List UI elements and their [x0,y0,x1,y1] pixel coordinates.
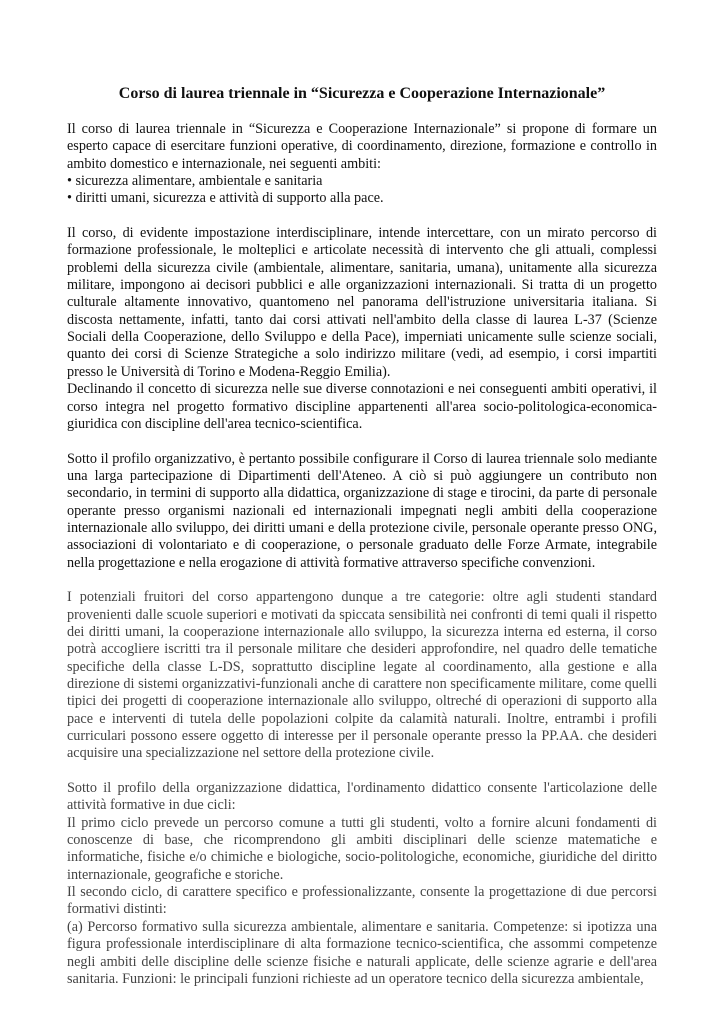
interdisciplinary-paragraph: Il corso, di evidente impostazione interdisciplinare, intende intercettare, con un mirato percorso di formazione professionale, le molteplici e articolate necessità di intervento che gli attuali, complessi problemi della sicurezza civile (ambientale, alimentare, sanitaria, umana), unitamente alla sicurezza militare, impongono ai decisori pubblici e alle organizzazioni internazionali. Si tratta di un progetto culturale altamente innovativo, quantomeno nel panorama dell'istruzione universitaria italiana. Si discosta nettamente, infatti, tanto dai corsi attivati nell'ambito della classe di laurea L-37 (Scienze Sociali della Cooperazione, dello Sviluppo e della Pace), imperniati unicamente sulle scienze sociali, quanto dei corsi di Scienze Strategiche a solo indirizzo militare (vedi, ad esempio, i corsi impartiti presso le Università di Torino e Modena-Reggio Emilia). [67,225,657,380]
paragraph-gap [67,208,657,225]
environmental-track-paragraph: (a) Percorso formativo sulla sicurezza ambientale, alimentare e sanitaria. Competenze: si ipotizza una figura professionale interdisciplinare di alta formazione tecnico-scientifica, che assommi competenze negli ambiti delle discipline delle scienze fisiche e naturali applicate, delle scienze agrarie e dell'area sanitaria. Funzioni: le principali funzioni richieste ad un operatore tecnico della sicurezza ambientale, [67,918,657,987]
bullet-item-food-safety: • sicurezza alimentare, ambientale e sanitaria [67,173,323,190]
first-cycle-paragraph: Il primo ciclo prevede un percorso comune a tutti gli studenti, volto a fornire alcuni fondamenti di conoscenze di base, che ricomprendono gli ambiti disciplinari delle scienze matematiche e informatiche, fisiche e/o chimiche e biologiche, socio-politologiche, economiche, giuridiche del diritto internazionale, geografiche e storiche. [67,814,657,883]
intro-paragraph: Il corso di laurea triennale in “Sicurezza e Cooperazione Internazionale” si propone di formare un esperto capace di esercitare funzioni operative, di coordinamento, direzione, formazione e controllo in ambito domestico e internazionale, nei seguenti ambiti: [67,121,657,172]
document-title: Corso di laurea triennale in “Sicurezza e Cooperazione Internazionale” [118,85,606,102]
security-concept-paragraph: Declinando il concetto di sicurezza nelle sue diverse connotazioni e nei conseguenti ambiti operativi, il corso integra nel progetto formativo discipline appartenenti all'area socio-politologica-economica-giuridica con discipline dell'area tecnico-scientifica. [67,381,657,432]
bullet-item-human-rights: • diritti umani, sicurezza e attività di supporto alla pace. [67,190,384,207]
target-users-paragraph: I potenziali fruitori del corso appartengono dunque a tre categorie: oltre agli studenti standard provenienti dalle scuole superiori e motivati da spiccata sensibilità nei confronti di temi quali il rispetto dei diritti umani, la cooperazione internazionale allo sviluppo, la sicurezza interna ed esterna, il corso potrà accogliere iscritti tra il personale militare che desideri approfondire, nel quadro delle tematiche specifiche della classe L-DS, soprattutto discipline legate al coordinamento, alla gestione e alla direzione di sistemi organizzativi-funzionali anche di carattere non specificamente militare, come quelli tipici dei progetti di cooperazione internazionale allo sviluppo, oltreché di operazioni di supporto alla pace e interventi di tutela delle popolazioni colpite da calamità naturali. Inoltre, entrambi i profili curriculari possono essere oggetto di interesse per il personale operante presso la PP.AA. che desideri acquisire una specializzazione nel settore della protezione civile. [67,589,657,762]
document-page [67,84,657,988]
second-cycle-paragraph: Il secondo ciclo, di carattere specifico e professionalizzante, consente la progettazione di due percorsi formativi distinti: [67,884,657,918]
organization-paragraph: Sotto il profilo organizzativo, è pertanto possibile configurare il Corso di laurea triennale solo mediante una larga partecipazione di Dipartimenti dell'Ateneo. A ciò si può aggiungere un contributo non secondario, in termini di supporto alla didattica, organizzazione di stage e tirocini, da parte di personale operante presso organismi nazionali ed internazionali impegnati negli ambiti della cooperazione internazionale allo sviluppo, dei diritti umani e della protezione civile, personale operante presso ONG, associazioni di volontariato e di cooperazione, o personale graduato delle Forze Armate, integrabile nella progettazione e nella erogazione di attività formative attraverso specifiche convenzioni. [67,450,657,571]
paragraph-gap [67,572,657,589]
didactic-organization-paragraph: Sotto il profilo della organizzazione didattica, l'ordinamento didattico consente l'articolazione delle attività formative in due cicli: [67,780,657,814]
paragraph-gap [67,433,657,450]
paragraph-gap [67,763,657,780]
